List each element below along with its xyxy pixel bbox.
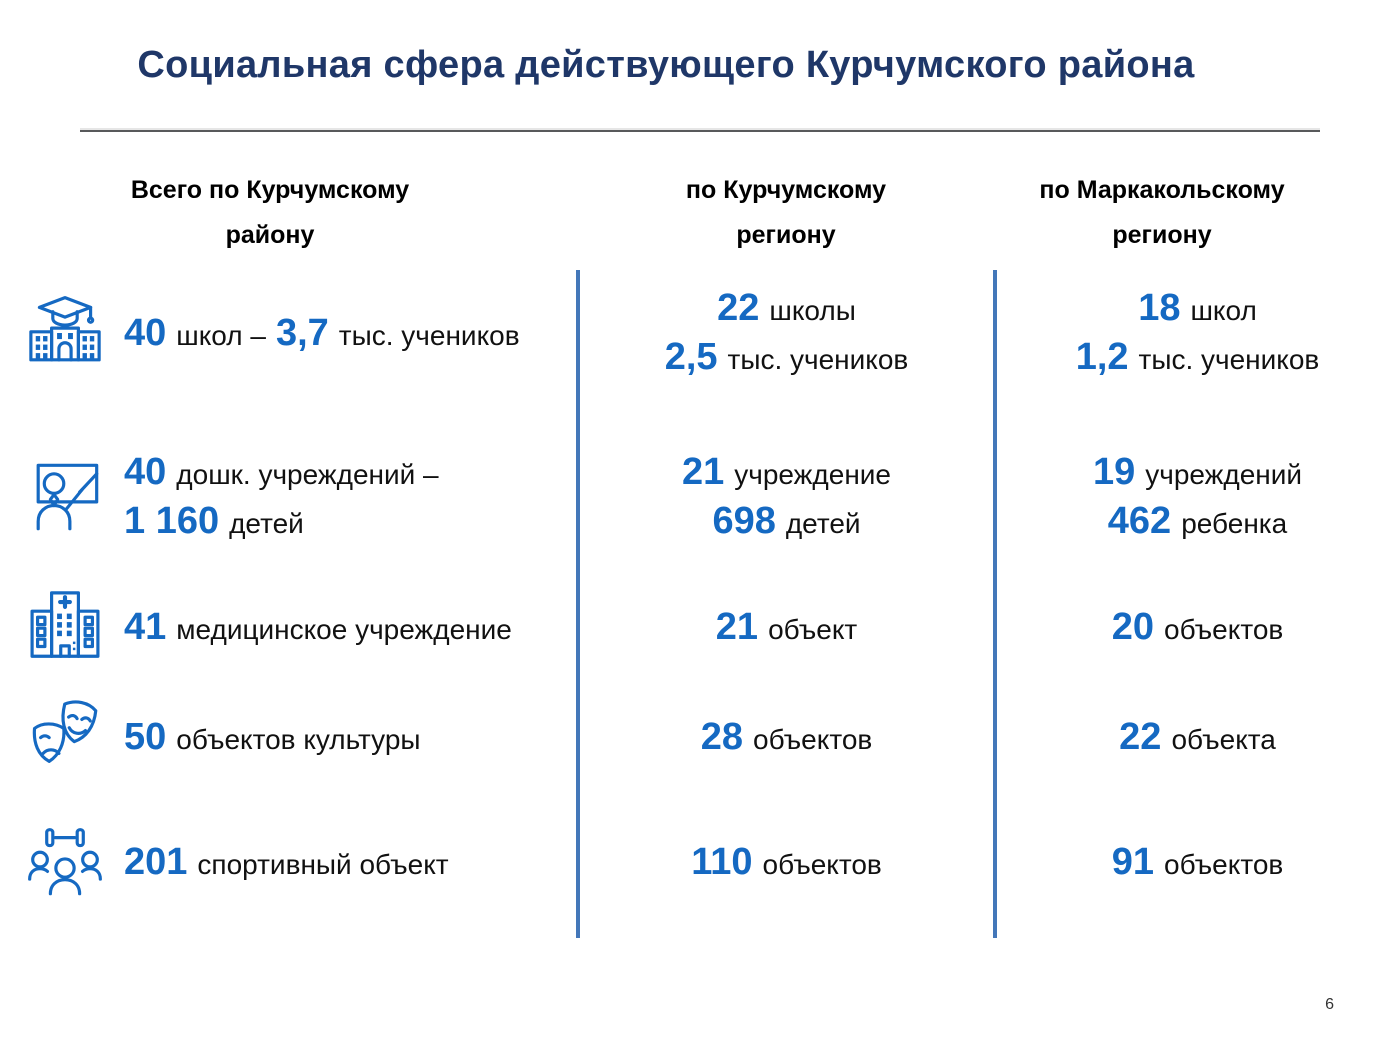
district-total-cell — [0, 818, 578, 906]
stat-label: объекта — [1171, 723, 1276, 755]
markakol-region-cell — [995, 272, 1400, 394]
district-total-cell — [0, 588, 578, 666]
district-total-cell — [0, 698, 578, 776]
kurchum-region-cell — [578, 272, 995, 394]
stat-row-medical — [0, 588, 1400, 660]
stat-line — [717, 287, 856, 330]
teacher-icon — [20, 458, 110, 536]
stat-label: ребенка — [1181, 508, 1288, 539]
stat-label: объектов — [753, 723, 873, 755]
markakol-region-cell — [995, 588, 1400, 666]
stat-line — [124, 500, 439, 543]
stat-line — [124, 841, 449, 884]
page-number: 6 — [1325, 996, 1334, 1013]
stat-number: 41 — [124, 605, 167, 648]
stat-label: школ – — [176, 319, 266, 351]
stat-line — [1076, 336, 1320, 379]
stat-label: школ — [1190, 295, 1257, 326]
stat-line — [712, 500, 860, 543]
stat-number: 18 — [1138, 287, 1181, 329]
stat-label: объектов — [762, 848, 882, 880]
stat-line — [1112, 841, 1284, 884]
stat-number: 21 — [715, 605, 759, 648]
stat-label: объектов — [1164, 848, 1284, 880]
stat-label: медицинское учреждение — [176, 613, 512, 645]
stat-line — [1138, 287, 1257, 330]
stat-line — [682, 451, 891, 494]
stat-label: объектов — [1164, 613, 1284, 645]
stat-line — [701, 716, 873, 759]
stat-number: 22 — [1119, 715, 1162, 758]
stat-line — [691, 841, 882, 884]
markakol-region-cell — [995, 818, 1400, 906]
column-header-markakol-region: по Маркакольскому региону — [1039, 176, 1285, 249]
stat-label: дошк. учреждений – — [176, 459, 439, 490]
kurchum-region-cell — [578, 588, 995, 666]
stat-number: 1 160 — [124, 500, 220, 542]
district-total-cell — [0, 442, 578, 552]
stat-label: детей — [229, 508, 304, 539]
district-total-cell — [0, 272, 578, 394]
stat-number: 40 — [124, 451, 167, 493]
stat-number: 21 — [681, 451, 725, 493]
kurchum-region-cell — [578, 818, 995, 906]
stat-text — [124, 312, 520, 355]
culture-masks-icon — [20, 698, 110, 776]
column-header-district-total: Всего по Курчумскому району — [130, 176, 410, 249]
stat-text — [124, 451, 439, 543]
stat-label: школы — [769, 295, 856, 326]
stat-label: детей — [785, 508, 861, 539]
stat-line — [124, 716, 421, 759]
stat-line — [1093, 451, 1302, 494]
stat-line — [1108, 500, 1287, 543]
stat-number: 40 — [124, 311, 167, 354]
stat-row-culture — [0, 698, 1400, 772]
sport-icon — [20, 823, 110, 901]
stat-line — [124, 606, 512, 649]
page-title: Социальная сфера действующего Курчумского района — [137, 44, 1195, 86]
stat-label: тыс. учеников — [1138, 344, 1320, 375]
markakol-region-cell — [995, 442, 1400, 552]
stat-number: 1,2 — [1075, 336, 1129, 378]
stat-row-sport — [0, 818, 1400, 906]
stat-text — [124, 606, 512, 649]
kurchum-region-cell — [578, 442, 995, 552]
stat-label: объект — [768, 613, 858, 645]
stat-text — [124, 716, 421, 759]
stat-label: спортивный объект — [197, 848, 449, 880]
stat-line — [1119, 716, 1276, 759]
stat-label: учреждений — [1145, 459, 1303, 490]
stat-line — [124, 451, 439, 494]
stat-number: 20 — [1111, 605, 1154, 648]
stat-number: 462 — [1107, 500, 1172, 542]
title-divider-line — [80, 130, 1320, 132]
stat-number: 50 — [124, 715, 167, 758]
stat-number: 91 — [1111, 840, 1154, 883]
stat-label: тыс. учеников — [338, 319, 520, 351]
stat-text — [124, 841, 449, 884]
stat-row-schools — [0, 272, 1400, 394]
stat-number: 110 — [691, 840, 753, 883]
stat-number: 698 — [712, 500, 776, 542]
markakol-region-cell — [995, 698, 1400, 776]
stat-line — [1112, 606, 1284, 649]
stat-number: 2,5 — [664, 336, 718, 378]
column-header-kurchum-region: по Курчумскому региону — [685, 176, 887, 249]
stat-line — [716, 606, 857, 649]
stat-number: 22 — [717, 287, 760, 329]
hospital-icon — [20, 588, 110, 666]
stat-label: учреждение — [734, 459, 891, 490]
stat-label: объектов культуры — [176, 723, 421, 755]
stat-line — [665, 336, 909, 379]
kurchum-region-cell — [578, 698, 995, 776]
stat-label: тыс. учеников — [727, 344, 909, 375]
stat-number: 19 — [1092, 451, 1136, 493]
stat-line — [124, 312, 520, 355]
stat-number: 3,7 — [275, 311, 329, 354]
stat-number: 28 — [700, 715, 743, 758]
stat-row-preschools — [0, 442, 1400, 552]
school-icon — [20, 294, 110, 372]
stat-number: 201 — [124, 840, 188, 883]
